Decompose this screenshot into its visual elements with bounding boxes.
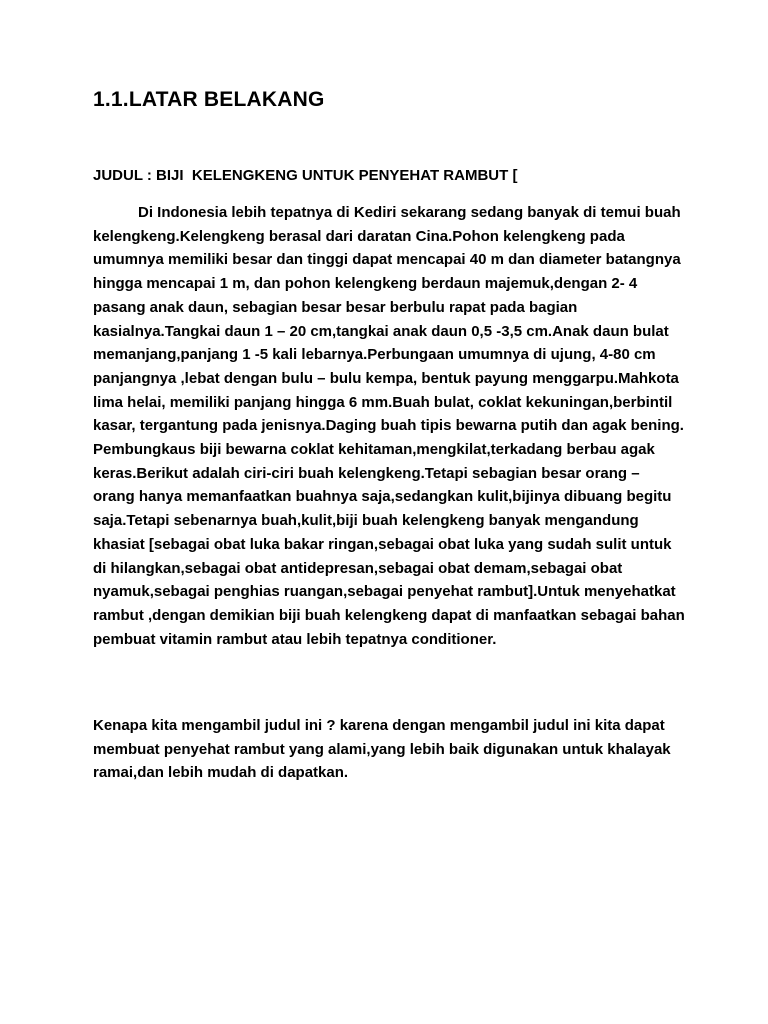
body-paragraph-1: Di Indonesia lebih tepatnya di Kediri sekarang sedang banyak di temui buah kelengkeng.Kelengkeng berasal dari daratan Cina.Pohon kelengkeng pada umumnya memiliki besar dan tinggi dapat mencapai 40 m dan diameter batangnya hingga mencapai 1 m, dan pohon kelengkeng berdaun majemuk,dengan 2- 4 pasang anak daun, sebagian besar besar berbulu rapat pada bagian kasialnya.Tangkai daun 1 – 20 cm,tangkai anak daun 0,5 -3,5 cm.Anak daun bulat memanjang,panjang 1 -5 kali lebarnya.Perbungaan umumnya di ujung, 4-80 cm panjangnya ,lebat dengan bulu – bulu kempa, bentuk payung menggarpu.Mahkota lima helai, memiliki panjang hingga 6 mm.Buah bulat, coklat kekuningan,berbintil kasar, tergantung pada jenisnya.Daging buah tipis bewarna putih dan agak bening. Pembungkaus biji bewarna coklat kehitaman,mengkilat,terkadang berbau agak keras.Berikut adalah ciri-ciri buah kelengkeng.Tetapi sebagian besar orang – orang hanya memanfaatkan buahnya saja,sedangkan kulit,bijinya dibuang begitu saja.Tetapi sebenarnya buah,kulit,biji buah kelengkeng banyak mengandung khasiat [sebagai obat luka bakar ringan,sebagai obat luka yang sudah sulit untuk di hilangkan,sebagai obat antidepresan,sebagai obat demam,sebagai obat nyamuk,sebagai penghias ruangan,sebagai penyehat rambut].Untuk menyehatkat rambut ,dengan demikian biji buah kelengkeng dapat di manfaatkan sebagai bahan pembuat vitamin rambut atau lebih tepatnya conditioner. xyxy=(93,204,685,648)
body-paragraph-2: Kenapa kita mengambil judul ini ? karena dengan mengambil judul ini kita dapat membuat penyehat rambut yang alami,yang lebih baik digunakan untuk khalayak ramai,dan lebih mudah di dapatkan. xyxy=(93,717,671,782)
section-heading: 1.1.LATAR BELAKANG xyxy=(93,88,325,111)
title-line: JUDUL : BIJI KELENGKENG UNTUK PENYEHAT RAMBUT [ xyxy=(93,167,518,184)
